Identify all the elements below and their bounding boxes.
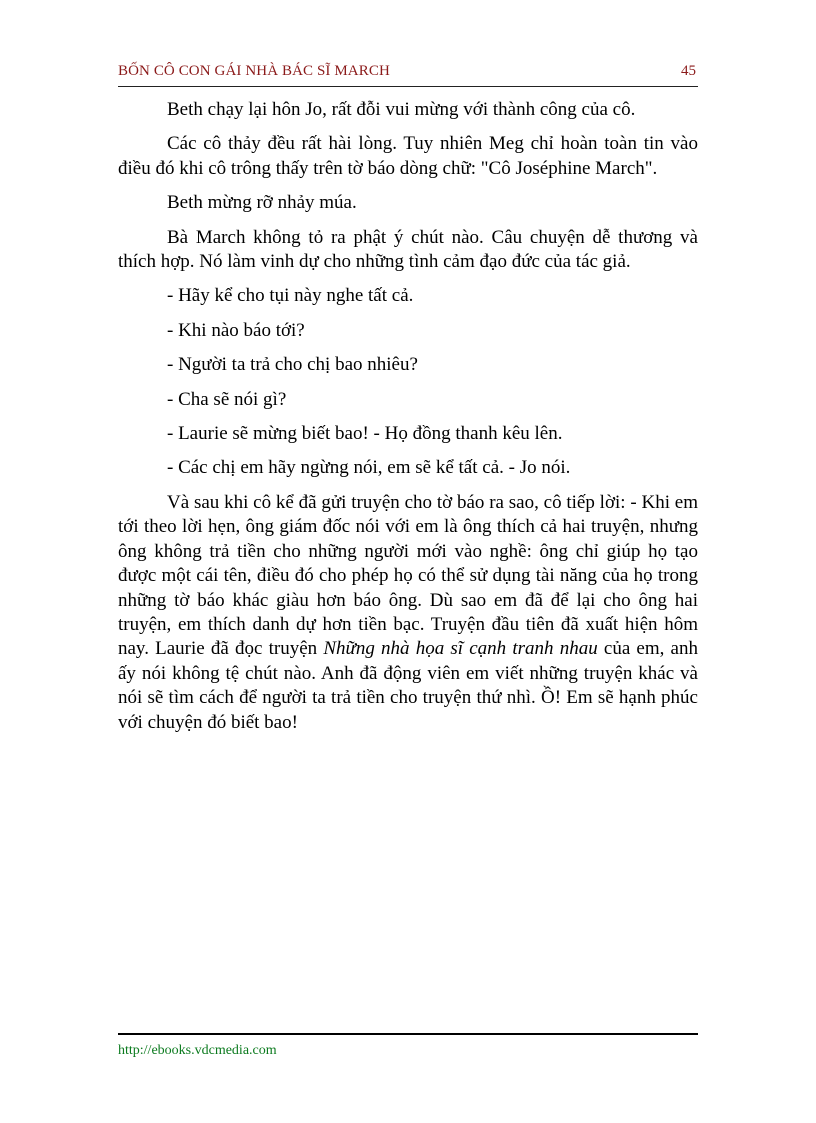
paragraph: Beth mừng rỡ nhảy múa. [167,192,357,214]
dialogue-line: - Hãy kể cho tụi này nghe tất cả. [167,285,414,307]
final-paragraph [118,491,698,735]
dialogue-line: - Người ta trả cho chị bao nhiêu? [167,354,418,376]
dialogue-line: - Laurie sẽ mừng biết bao! - Họ đồng thanh kêu lên. [167,423,563,445]
dialogue-line: - Các chị em hãy ngừng nói, em sẽ kể tất cả. - Jo nói. [167,457,571,479]
footer-divider [118,1033,698,1035]
paragraph: Beth chạy lại hôn Jo, rất đỗi vui mừng với thành công của cô. [167,99,636,120]
page-number: 45 [681,63,696,79]
book-title: BỐN CÔ CON GÁI NHÀ BÁC SĨ MARCH [118,63,390,79]
final-paragraph-text-start: Và sau khi cô kể đã gửi truyện cho tờ báo ra sao, cô tiếp lời: - Khi em tới theo lời hẹn, ông giám đốc nói với em là ông thích cả hai truyện, nhưng ông không trả tiền cho những người mới vào nghề: ông chỉ giúp họ tạo được một cái tên, điều đó cho phép họ có thể sử dụng tài năng của họ trong những tờ báo khác giàu hơn báo ông. Dù sao em đã để lại cho ông hai truyện, em thích danh dự hơn tiền bạc. Truyện đầu tiên đã xuất hiện hôm nay. Laurie đã đọc truyện [118,491,698,660]
dialogue-line: - Khi nào báo tới? [167,319,305,341]
body-text [118,98,698,735]
header-divider [118,86,698,87]
footer-url[interactable]: http://ebooks.vdcmedia.com [118,1043,277,1058]
story-title-italic: Những nhà họa sĩ cạnh tranh nhau [323,638,598,660]
final-paragraph-text-end: của em, anh ấy nói không tệ chút nào. Anh đã động viên em viết những truyện khác và nói sẽ tìm cách để người ta trả tiền cho truyện thứ nhì. Ồ! Em sẽ hạnh phúc với chuyện đó biết bao! [118,638,698,733]
paragraph: Bà March không tỏ ra phật ý chút nào. Câu chuyện dễ thương và thích hợp. Nó làm vinh dự cho những tình cảm đạo đức của tác giả. [118,226,698,273]
dialogue-line: - Cha sẽ nói gì? [167,388,287,410]
running-header [118,63,698,85]
paragraph: Các cô thảy đều rất hài lòng. Tuy nhiên Meg chỉ hoàn toàn tin vào điều đó khi cô trông thấy trên tờ báo dòng chữ: "Cô Joséphine March". [118,133,698,179]
